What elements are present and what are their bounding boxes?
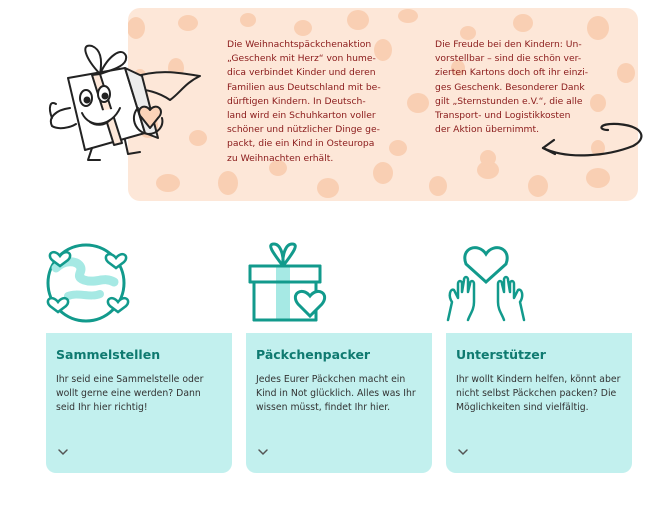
chevron-down-icon[interactable] (56, 445, 70, 459)
card-sammelstellen[interactable] (46, 333, 232, 473)
card-title: Päckchenpacker (256, 347, 371, 362)
banner-text-right: Die Freude bei den Kindern: Un- vorstellbar – sind die schön ver- zierten Kartons doch oft ihr einzi- ges Geschenk. Besonderer Dank gilt „Sternstunden e.V.“, die alle Transport- und Logistikkosten der Aktion übernimmt. (435, 39, 589, 136)
card-text: Ihr wollt Kindern helfen, könnt aber nicht selbst Päckchen packen? Die Möglichkeiten sind vielfältig. (456, 374, 621, 413)
gift-box-mascot-icon (30, 38, 205, 168)
card-unterstuetzer[interactable] (446, 333, 632, 473)
card-title: Sammelstellen (56, 347, 161, 362)
curved-arrow-icon (538, 118, 648, 163)
card-text: Jedes Eurer Päckchen macht ein Kind in Not glücklich. Alles was Ihr wissen müsst, findet Ihr hier. (256, 374, 416, 413)
card-title: Unterstützer (456, 347, 546, 362)
gift-heart-icon (244, 240, 330, 326)
globe-hearts-icon (44, 240, 130, 326)
chevron-down-icon[interactable] (256, 445, 270, 459)
banner-text-left: Die Weihnachtspäckchenaktion „Geschenk mit Herz“ von hume- dica verbindet Kinder und deren Familien aus Deutschland mit be- dürftigen Kindern. In Deutsch- land wird ein Schuhkarton voller schöner und nützlicher Dinge ge- packt, die ein Kind in Osteuropa zu Weihnachten erhält. (227, 39, 381, 164)
card-text: Ihr seid eine Sammelstelle oder wollt gerne eine werden? Dann seid Ihr hier richtig! (56, 374, 204, 413)
chevron-down-icon[interactable] (456, 445, 470, 459)
card-paeckchenpacker[interactable] (246, 333, 432, 473)
hands-heart-icon (444, 240, 530, 326)
